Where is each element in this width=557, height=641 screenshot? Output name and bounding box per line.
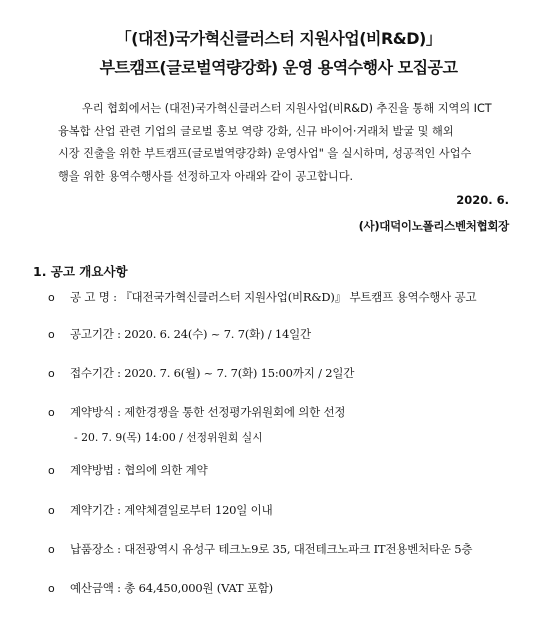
item-text: 계약방식 : 제한경쟁을 통한 선정평가위원회에 의한 선정 [70, 405, 346, 419]
item-text: 납품장소 : 대전광역시 유성구 테크노9로 35, 대전테크노파크 IT전용벤처타운 5층 [70, 542, 473, 556]
intro-paragraph [58, 98, 510, 188]
list-item [48, 580, 273, 596]
bullet-icon: o [48, 328, 55, 341]
list-item [48, 326, 311, 342]
intro-line: 융복합 산업 관련 기업의 글로벌 홍보 역량 강화, 신규 바이어·거래처 발굴 및 해외 [58, 124, 454, 138]
list-item [48, 502, 272, 518]
intro-line: 우리 협회에서는 (대전)국가혁신클러스터 지원사업(비R&D) 추진을 통해 지역의 ICT [82, 102, 492, 115]
bullet-icon: o [48, 367, 55, 380]
item-text: 공 고 명 : 『대전국가혁신클러스터 지원사업(비R&D)』 부트캠프 용역수행사 공고 [70, 290, 477, 304]
bullet-icon: o [48, 504, 55, 517]
item-text: 계약방법 : 협의에 의한 계약 [70, 463, 208, 477]
title-line-1: 「(대전)국가혁신클러스터 지원사업(비R&D)」 [115, 29, 442, 48]
intro-line: 시장 진출을 위한 부트캠프(글로벌역량강화) 운영사업" 을 실시하며, 성공적인 사업수 [58, 147, 472, 160]
bullet-icon: o [48, 543, 55, 556]
sub-item: - 20. 7. 9(목) 14:00 / 선정위원회 실시 [74, 431, 263, 444]
bullet-icon: o [48, 464, 55, 477]
intro-line: 행을 위한 용역수행사를 선정하고자 아래와 같이 공고합니다. [58, 169, 354, 183]
bullet-icon: o [48, 582, 55, 595]
list-item [48, 541, 472, 557]
list-item [48, 404, 345, 420]
notice-date: 2020. 6. [456, 193, 509, 207]
organization-name: (사)대덕이노폴리스벤처협회장 [358, 219, 509, 233]
list-item [48, 289, 476, 305]
list-item [48, 365, 354, 381]
bullet-icon: o [48, 291, 55, 304]
item-text: 접수기간 : 2020. 7. 6(월) ~ 7. 7(화) 15:00까지 / 2일간 [70, 366, 355, 380]
section-title: 1. 공고 개요사항 [33, 264, 128, 279]
list-item [48, 462, 208, 478]
bullet-icon: o [48, 406, 55, 419]
item-text: 계약기간 : 계약체결일로부터 120일 이내 [70, 503, 273, 517]
item-text: 공고기간 : 2020. 6. 24(수) ~ 7. 7(화) / 14일간 [70, 327, 311, 341]
title-line-2: 부트캠프(글로벌역량강화) 운영 용역수행사 모집공고 [99, 58, 458, 77]
item-text: 예산금액 : 총 64,450,000원 (VAT 포함) [70, 581, 273, 595]
